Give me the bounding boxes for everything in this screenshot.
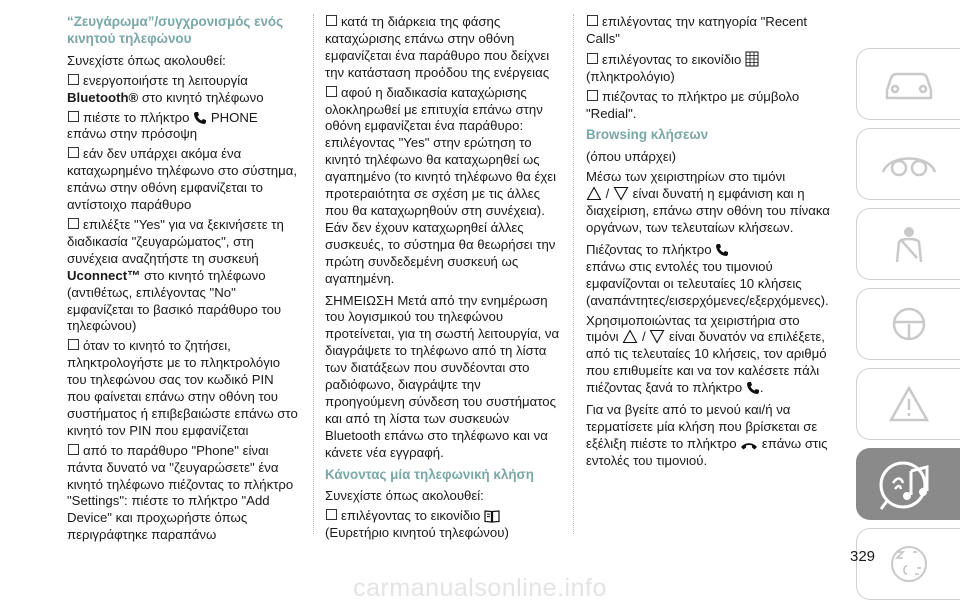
seatbelt-icon bbox=[881, 224, 937, 264]
step: ενεργοποιήστε τη λειτουργία Bluetooth® στο κινητό τηλέφωνο bbox=[67, 72, 264, 105]
tab-multimedia[interactable] bbox=[856, 448, 960, 520]
step: όταν το κινητό το ζητήσει, πληκτρολογήστε με το πληκτρολόγιο του τηλεφώνου σας τον κωδικό PIN που φαίνεται επάνω στην οθόνη του συστήματος ή επιβεβαιώστε επάνω στο κινητό τον PIN που εμφανίζεται bbox=[67, 338, 298, 438]
step: αφού η διαδικασία καταχώρισης ολοκληρωθεί με επιτυχία επάνω στην οθόνη εμφανίζεται ένα παράθυρο: επιλέγοντας "Yes" στην ερώτηση το κινητό τηλέφωνο θα καταχωρηθεί ως αγαπημένο (το κινητό τηλέφωνο θα έχει προτεραιότητα σε σχέση με τις άλλες που θα καταχωρηθούν στη συνέχεια). Εάν δεν έχουν καταχωρηθεί άλλες συσκευές, το σύστημα θα θεωρήσει την πρώτη συνδεδεμένη συσκευή ως αγαπημένη. bbox=[325, 84, 557, 286]
tab-car-overview[interactable] bbox=[856, 48, 960, 120]
intro-text: Συνεχίστε όπως ακολουθεί: bbox=[325, 488, 484, 504]
checkbox-icon bbox=[326, 86, 337, 97]
step: επιλέγοντας το εικονίδιο (Ευρετήριο κινητού τηλεφώνου) bbox=[325, 508, 509, 541]
car-icon bbox=[881, 64, 937, 104]
intro-text: Συνεχίστε όπως ακολουθεί: bbox=[67, 52, 226, 68]
phonebook-icon bbox=[484, 509, 500, 523]
arrow-down-icon bbox=[649, 329, 665, 344]
phone-icon bbox=[746, 381, 760, 395]
step: πιέστε το πλήκτρο PHONE επάνω στην πρόσοψη bbox=[67, 109, 258, 142]
checkbox-icon bbox=[68, 74, 79, 85]
paragraph: Για να βγείτε από το μενού και/ή να τερματίσετε μία κλήση που βρίσκεται σε εξέλιξη πιέστε το πλήκτρο επάνω στις εντολές του τιμονιού. bbox=[586, 402, 828, 468]
steering-wheel-icon bbox=[881, 304, 937, 344]
text-line: (όπου υπάρχει) bbox=[586, 149, 677, 165]
checkbox-icon bbox=[587, 90, 598, 101]
hang-up-icon bbox=[740, 441, 758, 451]
checkbox-icon bbox=[326, 15, 337, 26]
column-3 bbox=[586, 14, 832, 473]
column-2 bbox=[325, 14, 560, 545]
step: εάν δεν υπάρχει ακόμα ένα καταχωρημένο τηλέφωνο στο σύστημα, επάνω στην οθόνη εμφανίζεται το αντίστοιχο παράθυρο bbox=[67, 146, 298, 213]
step: κατά τη διάρκεια της φάσης καταχώρισης επάνω στην οθόνη εμφανίζεται ένα παράθυρο που δείχνει την κατάσταση προόδου της ενέργειας bbox=[325, 14, 550, 80]
watermark: carmanualsonline.info bbox=[353, 574, 607, 602]
phone-icon bbox=[715, 243, 729, 257]
step: πιέζοντας το πλήκτρο με σύμβολο "Redial". bbox=[586, 88, 800, 121]
chapter-tabs bbox=[856, 48, 960, 608]
checkbox-icon bbox=[326, 509, 337, 520]
checkbox-icon bbox=[68, 339, 79, 350]
section-title-call: Κάνοντας μία τηλεφωνική κλήση bbox=[325, 466, 534, 482]
section-title-browsing: Browsing κλήσεων bbox=[586, 127, 709, 143]
tab-safety[interactable] bbox=[856, 208, 960, 280]
checkbox-icon bbox=[587, 15, 598, 26]
step: επιλέξτε "Yes" για να ξεκινήσετε τη διαδικασία "ζευγαρώματος", στη συνέχεια αναζητήστε τη συσκευή Uconnect™ στο κινητό τηλέφωνο (αντιθέτως, επιλέγοντας "No" εμφανίζεται το βασικό παράθυρο του τηλεφώνου) bbox=[67, 216, 284, 334]
column-divider bbox=[313, 14, 315, 534]
note-text: ΣΗΜΕΙΩΣΗ Μετά από την ενημέρωση του λογισμικού του τηλεφώνου προτείνεται, για τη σωστή λειτουργία, να διαγράψετε το τηλέφωνο από τη λίστα των διατάξεων που συνδέονται στο ραδιόφωνο, διαγράψτε την προηγούμενη σύνδεση του συστήματος και από τη λίστα των συσκευών Bluetooth επάνω στο τηλέφωνο και να κάνετε νέα εγγραφή. bbox=[325, 292, 560, 460]
paragraph: Χρησιμοποιώντας τα χειριστήρια στο τιμόνι / είναι δυνατόν να επιλέξετε, από τις τελευταίες 10 κλήσεις, τον αριθμό που επιθυμείτε και να τον καλέσετε πάλι πιέζοντας ξανά το πλήκτρο . bbox=[586, 312, 827, 396]
checkbox-icon bbox=[68, 444, 79, 455]
page-number: 329 bbox=[850, 548, 876, 565]
column-1 bbox=[67, 14, 299, 547]
multimedia-music-icon bbox=[877, 457, 941, 511]
dashboard-icon bbox=[879, 144, 939, 184]
tab-starting-driving[interactable] bbox=[856, 288, 960, 360]
column-divider bbox=[573, 14, 575, 534]
keypad-icon bbox=[745, 51, 759, 67]
checkbox-icon bbox=[68, 147, 79, 158]
checkbox-icon bbox=[68, 218, 79, 229]
paragraph: Μέσω των χειριστηρίων στο τιμόνι / είναι δυνατή η εμφάνιση και η διαχείριση, επάνω στην οθόνη του πίνακα οργάνων, των τελευταίων κλήσεων. bbox=[586, 169, 830, 235]
arrow-down-icon bbox=[613, 186, 629, 201]
tab-dashboard[interactable] bbox=[856, 128, 960, 200]
phone-icon bbox=[193, 111, 207, 125]
checkbox-icon bbox=[68, 111, 79, 122]
arrow-up-icon bbox=[622, 329, 638, 344]
arrow-up-icon bbox=[586, 186, 602, 201]
checkbox-icon bbox=[587, 53, 598, 64]
step: επιλέγοντας το εικονίδιο (πληκτρολόγιο) bbox=[586, 51, 832, 86]
step: επιλέγοντας την κατηγορία "Recent Calls" bbox=[586, 14, 808, 46]
tab-warning-lights[interactable] bbox=[856, 368, 960, 440]
step: από το παράθυρο "Phone" είναι πάντα δυνατό να "ζευγαρώσετε" ένα κινητό τηλέφωνο πιέζοντας το πλήκτρο "Settings": πιέστε το πλήκτρο "Add Device" και προχωρήστε όπως περιγράφτηκε παραπάνω bbox=[67, 442, 294, 543]
warning-triangle-icon bbox=[881, 384, 937, 424]
section-title-pairing: “Ζευγάρωμα”/συγχρονισμός ενός κινητού τηλεφώνου bbox=[67, 14, 284, 46]
paragraph: Πιέζοντας το πλήκτρο επάνω στις εντολές του τιμονιού εμφανίζονται οι τελευταίες 10 κλήσεις (αναπάντητες/εισερχόμενες/εξερχόμενες). bbox=[586, 241, 829, 308]
